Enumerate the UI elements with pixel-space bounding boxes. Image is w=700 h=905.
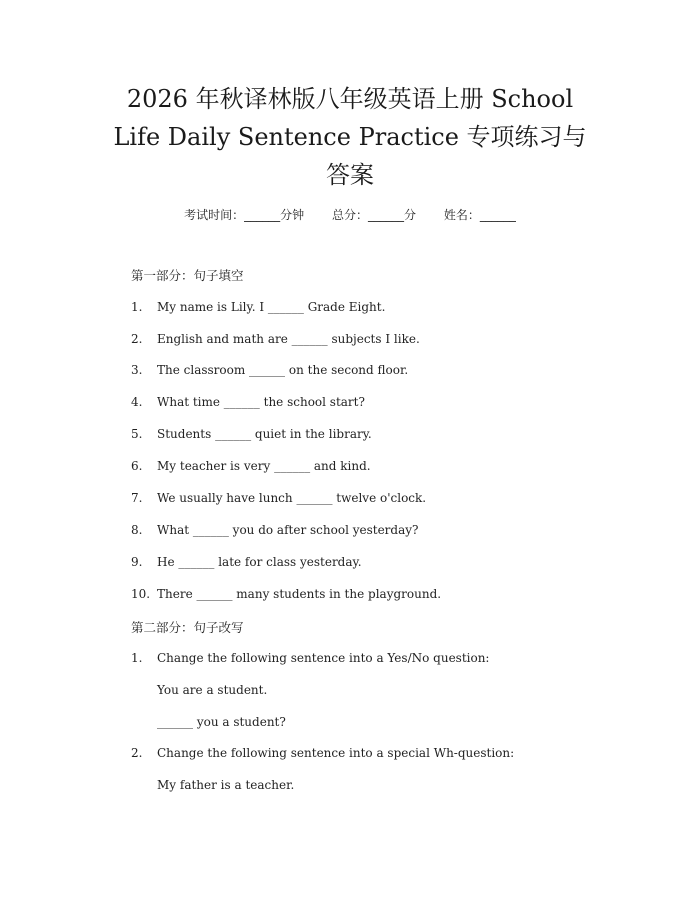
fill-item [131,555,362,569]
item-text: We usually have lunch ______ twelve o'clock. [157,491,427,505]
item-text: What ______ you do after school yesterday? [157,523,419,537]
fill-item [131,491,426,505]
fill-item [131,395,365,409]
item-text: Students ______ quiet in the library. [157,427,372,441]
document-title [40,80,660,194]
item-number: 7. [131,491,143,505]
item-number: 9. [131,555,143,569]
rewrite-item [131,746,514,760]
item-text: My name is Lily. I ______ Grade Eight. [157,300,386,314]
item-number: 6. [131,459,143,473]
title-line-2: Life Daily Sentence Practice 专项练习与 [113,123,587,151]
fill-item [131,332,420,346]
item-text: My teacher is very ______ and kind. [157,459,371,473]
item-number: 2. [131,332,143,346]
fill-item [131,300,385,314]
original-sentence: My father is a teacher. [157,778,295,792]
item-number: 2. [131,746,143,760]
original-sentence: You are a student. [157,683,268,697]
fill-item [131,587,441,601]
part2-heading: 第二部分：句子改写 [131,620,244,635]
rewrite-item [131,651,489,665]
item-number: 8. [131,523,143,537]
item-text: What time ______ the school start? [157,395,365,409]
item-text: He ______ late for class yesterday. [157,555,362,569]
answer-line: ______ you a student? [157,715,286,729]
item-number: 1. [131,300,143,314]
item-text: The classroom ______ on the second floor. [157,363,409,377]
student-name: 姓名：______ [443,208,516,222]
item-text: There ______ many students in the playground. [157,587,442,601]
exam-time: 考试时间：______分钟 [184,208,305,222]
item-number: 5. [131,427,143,441]
item-number: 4. [131,395,143,409]
item-number: 10. [131,587,151,601]
exam-info-line [0,206,700,223]
item-text: English and math are ______ subjects I like. [157,332,420,346]
item-instruction: Change the following sentence into a special Wh-question: [157,746,515,760]
fill-item [131,459,371,473]
item-number: 3. [131,363,143,377]
item-instruction: Change the following sentence into a Yes/No question: [157,651,490,665]
fill-item [131,523,418,537]
item-number: 1. [131,651,143,665]
fill-item [131,363,408,377]
title-line-3: 答案 [326,161,374,189]
fill-item [131,427,372,441]
part1-heading: 第一部分：句子填空 [131,268,244,283]
title-line-1: 2026 年秋译林版八年级英语上册 School [126,85,574,113]
total-score: 总分：______分 [331,208,416,222]
